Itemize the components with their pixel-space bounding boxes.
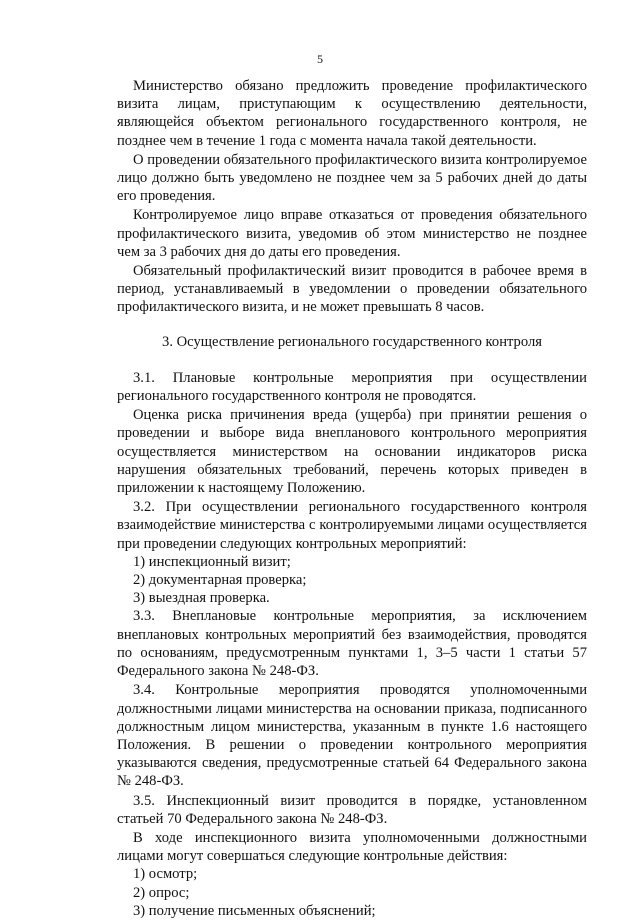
list-item: 2) опрос; — [133, 884, 190, 901]
page-number: 5 — [317, 52, 323, 66]
paragraph: Контролируемое лицо вправе отказаться от проведения обязательного профилактического визита, уведомив об этом министерство не позднее чем за 3 рабочих дня до даты его проведения. — [117, 207, 587, 260]
paragraph: В ходе инспекционного визита уполномоченными должностными лицами могут совершаться следующие контрольные действия: — [117, 829, 587, 865]
paragraph-3-2: 3.2. При осуществлении регионального государственного контроля взаимодействие министерства с контролируемыми лицами осуществляется при проведении следующих контрольных мероприятий: — [117, 499, 587, 552]
paragraph: Министерство обязано предложить проведение профилактического визита лицам, приступающим к осуществлению деятельности, являющейся объектом регионального государственного контроля, не позднее чем в течение 1 года с момента начала такой деятельности. — [117, 78, 587, 149]
list-item: 1) осмотр; — [133, 866, 198, 883]
section-heading: 3. Осуществление регионального государственного контроля — [162, 333, 542, 350]
paragraph: Обязательный профилактический визит проводится в рабочее время в период, устанавливаемый в уведомлении о проведении обязательного профилактического визита, и не может превышать 8 часов. — [117, 263, 587, 316]
paragraph: О проведении обязательного профилактического визита контролируемое лицо должно быть уведомлено не позднее чем за 5 рабочих дней до даты его проведения. — [117, 151, 587, 205]
paragraph: Оценка риска причинения вреда (ущерба) при принятии решения о проведении и выборе вида внепланового контрольного мероприятия осуществляется министерством на основании индикаторов риска нарушения обязательных требований, перечень которых приведен в приложении к настоящему Положению. — [117, 407, 587, 497]
paragraph-3-5: 3.5. Инспекционный визит проводится в порядке, установленном статьей 70 Федерального закона № 248-ФЗ. — [117, 792, 587, 827]
paragraph-3-4: 3.4. Контрольные мероприятия проводятся уполномоченными должностными лицами министерства на основании приказа, подписанного должностным лицом министерства, указанным в пункте 1.6 настоящего Положения. В решении о проведении контрольного мероприятия указываются сведения, предусмотренные статьей 64 Федерального закона № 248-ФЗ. — [117, 682, 587, 790]
list-item: 3) получение письменных объяснений; — [133, 902, 376, 919]
paragraph-3-1: 3.1. Плановые контрольные мероприятия при осуществлении регионального государственного контроля не проводятся. — [117, 369, 587, 405]
list-item: 2) документарная проверка; — [133, 572, 307, 589]
list-item: 1) инспекционный визит; — [133, 553, 291, 570]
document-body — [117, 77, 587, 920]
paragraph-3-3: 3.3. Внеплановые контрольные мероприятия, за исключением внеплановых контрольных мероприятий без взаимодействия, проводятся по основаниям, предусмотренным пунктами 1, 3–5 части 1 статьи 57 Федерального закона № 248-ФЗ. — [117, 608, 587, 680]
list-item: 3) выездная проверка. — [133, 590, 270, 607]
